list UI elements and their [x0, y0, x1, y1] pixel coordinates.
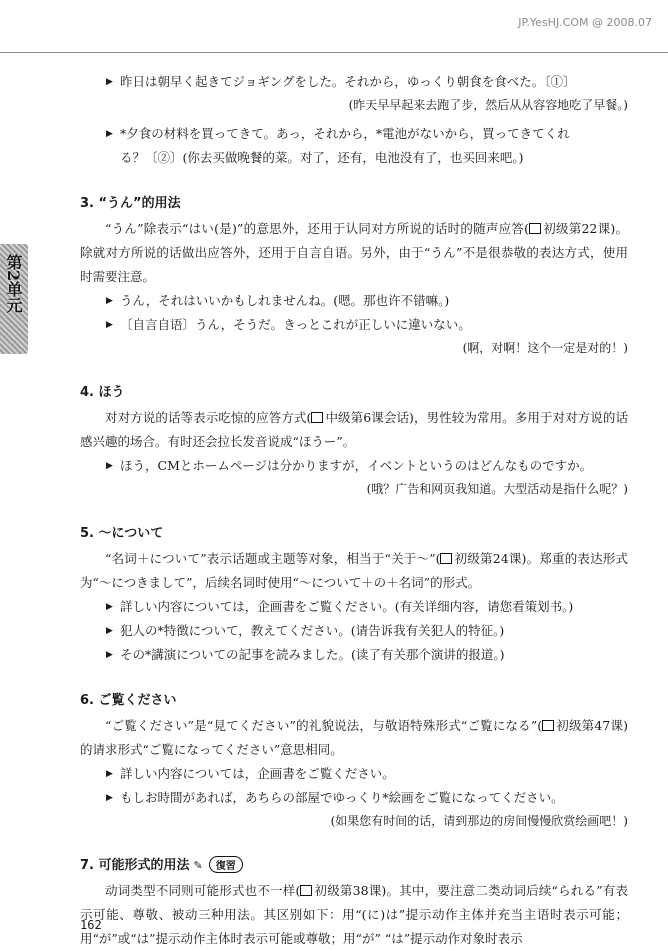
review-badge: 復習	[209, 856, 243, 873]
example-translation: (哦？广告和网页我知道。大型活动是指什么呢？)	[366, 482, 628, 496]
section-paragraph: “名词＋について”表示话题或主题等对象，相当于“关于～”( 初级第24课)。郑重的表达形式为“～につきまして”，后续名词时使用“～について＋の＋名词”的形式。	[80, 551, 628, 590]
book-icon	[529, 223, 541, 234]
book-icon	[440, 553, 452, 564]
section-title: 3. “うん”的用法	[80, 196, 181, 211]
book-icon	[300, 885, 312, 896]
section-7	[80, 854, 628, 951]
section-4	[80, 381, 628, 500]
book-icon	[311, 412, 323, 423]
section-title-row	[80, 854, 628, 873]
page-content	[80, 64, 628, 951]
section-5	[80, 522, 628, 667]
example-sentence: ▶ *夕食の材料を買ってきて。あっ，それから，*電池がないから，買ってきてくれ	[80, 122, 628, 146]
section-paragraph: “ご覧ください”是“見てください”的礼貌说法，与敬语特殊形式“ご覧になる”( 初级第47课)的请求形式“ご覧になってください”意思相同。	[80, 718, 628, 757]
watermark: JP.YesHJ.COM @ 2008.07	[518, 16, 652, 29]
section-paragraph: 动词类型不同则可能形式也不一样( 初级第38课)。其中，要注意二类动词后续“られる”有表示可能、尊敬、被动三种用法。其区别如下：用“(に)は”提示动作主体并充当主语时表示可能；用“が”或“は”提示动作主体时表示可能或尊敬；用“が” “は”提示动作对象时表示	[80, 883, 628, 946]
example-sentence: ▶ 昨日は朝早く起きてジョギングをした。それから，ゆっくり朝食を食べた。〔①〕	[80, 70, 628, 94]
section-title: 7. 可能形式的用法	[80, 858, 190, 873]
example-translation: (如果您有时间的话，请到那边的房间慢慢欣赏绘画吧！)	[330, 814, 628, 828]
section-title: 4. ほう	[80, 385, 125, 400]
section-6	[80, 689, 628, 832]
example-sentence: ▶ その*講演についての記事を読みました。(读了有关那个演讲的报道。)	[80, 643, 628, 667]
pencil-icon: ✎	[193, 859, 203, 872]
example-translation: (啊，对啊！这个一定是对的！)	[462, 341, 628, 355]
section-title: 6. ご覧ください	[80, 693, 177, 708]
example-sentence-cont: る？〔②〕(你去买做晚餐的菜。对了，还有，电池没有了，也买回来吧。)	[120, 150, 524, 165]
book-icon	[542, 720, 554, 731]
header-rule	[0, 52, 668, 53]
example-sentence: ▶ 犯人の*特徴について，教えてください。(请告诉我有关犯人的特征。)	[80, 619, 628, 643]
unit-side-tab-label: 第2单元	[4, 254, 23, 314]
example-sentence: ▶ うん，それはいいかもしれませんね。(嗯。那也许不错嘛。)	[80, 289, 628, 313]
example-sentence: ▶ もしお時間があれば，あちらの部屋でゆっくり*絵画をご覧になってください。	[80, 786, 628, 810]
example-sentence: ▶ 〔自言自语〕うん，そうだ。きっとこれが正しいに違いない。	[80, 313, 628, 337]
page-number: 162	[80, 918, 102, 932]
section-3	[80, 192, 628, 359]
unit-side-tab	[0, 244, 28, 354]
example-translation: (昨天早早起来去跑了步，然后从从容容地吃了早餐。)	[348, 98, 628, 112]
section-paragraph: 对对方说的话等表示吃惊的应答方式( 中级第6课会话)，男性较为常用。多用于对对方说的话感兴趣的场合。有时还会拉长发音说成“ほうー”。	[80, 410, 628, 449]
section-title: 5. ～について	[80, 526, 164, 541]
example-sentence: ▶ ほう，CMとホームページは分かりますが，イベントというのはどんなものですか。	[80, 454, 628, 478]
example-sentence: ▶ 詳しい内容については，企画書をご覧ください。(有关详细内容，请您看策划书。)	[80, 595, 628, 619]
example-sentence: ▶ 詳しい内容については，企画書をご覧ください。	[80, 762, 628, 786]
section-paragraph: “うん”除表示“はい(是)”的意思外，还用于认同对方所说的话时的随声应答( 初级第22课)。除就对方所说的话做出应答外，还用于自言自语。另外，由于“うん”不是很恭敬的表达方式，使用时需要注意。	[80, 221, 628, 284]
